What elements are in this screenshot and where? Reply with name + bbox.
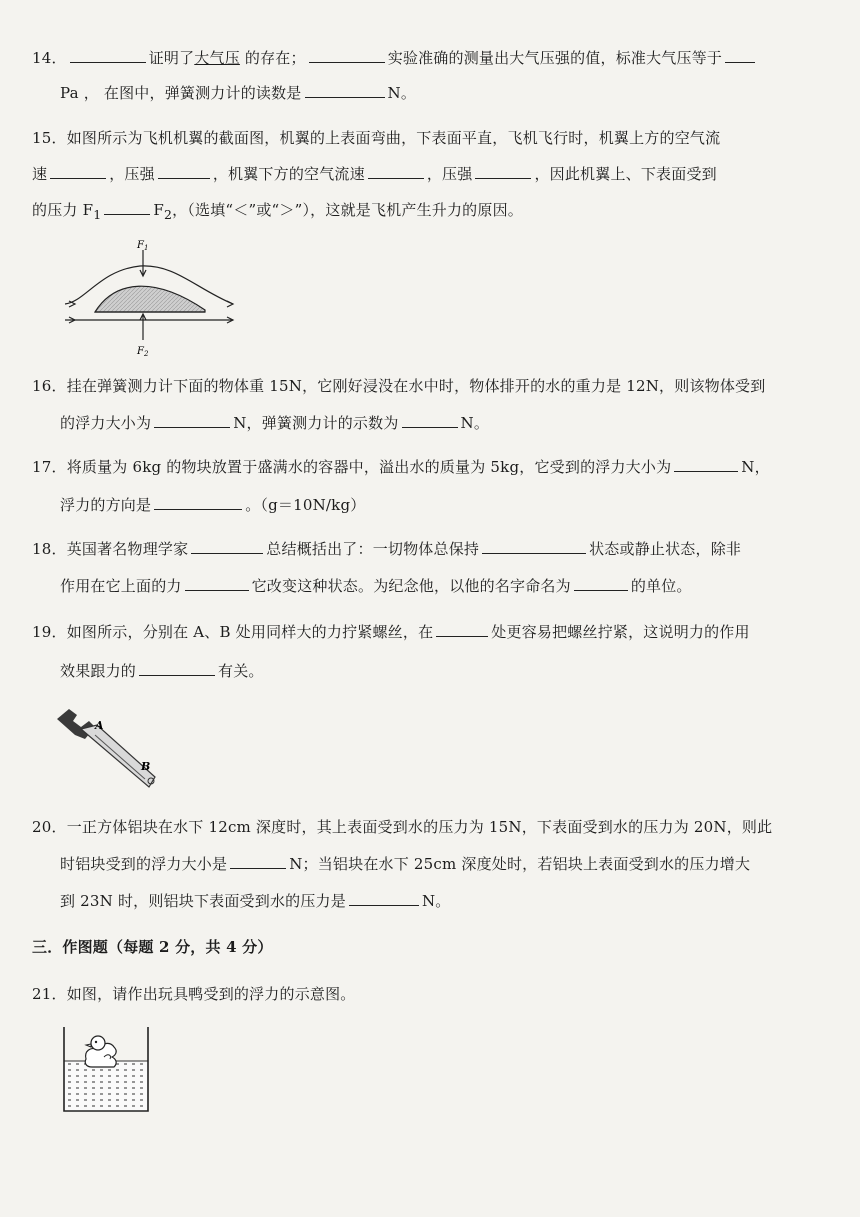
q16-line-1 — [32, 375, 852, 397]
q14-text: Pa ， 在图中，弹簧测力计的读数是 — [60, 84, 302, 102]
q15-subscript: 1 — [93, 207, 102, 222]
q15-text: 如图所示为飞机机翼的截面图，机翼的上表面弯曲，下表面平直，飞机飞行时，机翼上方的空气流 — [66, 129, 721, 147]
q15-line-1 — [32, 127, 852, 149]
q14-blank-4[interactable] — [305, 82, 385, 98]
q20-line-2 — [60, 853, 860, 875]
q14-blank-3[interactable] — [725, 47, 755, 63]
q20-text: N；当铝块在水下 25cm 深度处时，若铝块上表面受到水的压力增大 — [289, 855, 751, 873]
q15-subscript: 2 — [163, 207, 173, 222]
point-a-label: A — [95, 719, 104, 732]
q20-line-1 — [32, 816, 852, 838]
q17-text: N， — [741, 458, 770, 476]
q14-blank-2[interactable] — [309, 47, 385, 63]
q15-text: 的压力 F — [32, 201, 94, 219]
q20-text: 到 23N 时，则铝块下表面受到水的压力是 — [60, 892, 346, 910]
q14-underlined-answer: 大气压 — [194, 49, 240, 67]
q16-blank-2[interactable] — [402, 412, 458, 428]
section-3-heading: 三．作图题（每题 2 分，共 4 分） — [32, 938, 273, 956]
q14-text: N。 — [387, 84, 417, 102]
q15-blank-1[interactable] — [50, 163, 106, 179]
q18-blank-1[interactable] — [191, 538, 263, 554]
q21-number: 21． — [32, 985, 67, 1003]
q20-text: N。 — [421, 892, 451, 910]
q14-line-1 — [32, 47, 852, 69]
q15-text: ，机翼下方的空气流速 — [212, 165, 365, 183]
q16-number: 16． — [32, 377, 67, 395]
q18-blank-4[interactable] — [574, 575, 628, 591]
f2-label: $F_2$ — [137, 346, 149, 358]
q18-text: 作用在它上面的力 — [60, 577, 182, 595]
q14-text: 的存在； — [239, 49, 306, 67]
q17-blank-2[interactable] — [154, 494, 242, 510]
q18-text: 英国著名物理学家 — [66, 540, 189, 558]
q16-text: 挂在弹簧测力计下面的物体重 15N，它刚好浸没在水中时，物体排开的水的重力是 12N，则该物体受到 — [66, 377, 766, 395]
f1-label: $F_1$ — [137, 240, 149, 252]
q15-line-3 — [32, 199, 852, 226]
q18-blank-3[interactable] — [185, 575, 249, 591]
q18-text: 总结概括出了：一切物体总保持 — [266, 540, 480, 558]
q21-text: 如图，请作出玩具鸭受到的浮力的示意图。 — [66, 985, 356, 1003]
q19-line-1 — [32, 621, 852, 643]
q19-text: 处更容易把螺丝拧紧，这说明力的作用 — [491, 623, 750, 641]
q18-number: 18． — [32, 540, 67, 558]
q19-blank-2[interactable] — [139, 660, 215, 676]
q19-text: 如图所示，分别在 A、B 处用同样大的力拧紧螺丝，在 — [66, 623, 434, 641]
q14-blank-1[interactable] — [70, 47, 146, 63]
q15-number: 15． — [32, 129, 67, 147]
q20-blank-2[interactable] — [349, 890, 419, 906]
airfoil-shape — [95, 286, 205, 312]
q18-line-1 — [32, 538, 852, 560]
q19-text: 有关。 — [218, 662, 264, 680]
q19-number: 19． — [32, 623, 67, 641]
q14-text: 证明了 — [148, 49, 195, 67]
q15-line-2 — [32, 163, 852, 185]
q16-text: N，弹簧测力计的示数为 — [233, 414, 399, 432]
q20-text: 一正方体铝块在水下 12cm 深度时，其上表面受到水的压力为 15N，下表面受到水的压力为 20N，则此 — [66, 818, 773, 836]
q15-text: 速 — [32, 165, 48, 183]
q19-text: 效果跟力的 — [60, 662, 137, 680]
q17-text: 。（g＝10N/kg） — [245, 496, 366, 514]
q19-line-2 — [60, 660, 860, 682]
q18-blank-2[interactable] — [482, 538, 586, 554]
q16-blank-1[interactable] — [154, 412, 230, 428]
q17-line-2 — [60, 494, 860, 516]
q18-text: 它改变这种状态。为纪念他，以他的名字命名为 — [251, 577, 571, 595]
wrench-figure — [55, 705, 175, 795]
point-b-label: B — [141, 760, 151, 773]
q17-text: 浮力的方向是 — [60, 496, 152, 514]
q15-text: ，压强 — [426, 165, 473, 183]
q20-blank-1[interactable] — [230, 853, 286, 869]
q16-text: 的浮力大小为 — [60, 414, 152, 432]
q15-text: ，压强 — [109, 165, 155, 183]
q18-line-2 — [60, 575, 860, 597]
q18-text: 的单位。 — [630, 577, 692, 595]
q14-number: 14． — [32, 49, 67, 67]
q15-blank-4[interactable] — [475, 163, 531, 179]
q19-blank-1[interactable] — [436, 621, 488, 637]
q15-blank-3[interactable] — [368, 163, 424, 179]
q15-text: F — [153, 201, 164, 219]
water-region — [64, 1061, 148, 1111]
q17-line-1 — [32, 456, 852, 478]
q17-blank-1[interactable] — [674, 456, 738, 472]
duck-container-figure — [60, 1025, 152, 1115]
q21-line-1 — [32, 983, 852, 1005]
duck-icon — [85, 1036, 116, 1067]
q14-text: 实验准确的测量出大气压强的值，标准大气压等于 — [387, 49, 723, 67]
q20-line-3 — [60, 890, 860, 912]
q20-text: 时铝块受到的浮力大小是 — [60, 855, 228, 873]
q17-text: 将质量为 6kg 的物块放置于盛满水的容器中，溢出水的质量为 5kg，它受到的浮力大小为 — [66, 458, 672, 476]
q15-blank-2[interactable] — [158, 163, 210, 179]
q15-blank-5[interactable] — [104, 199, 150, 215]
q18-text: 状态或静止状态，除非 — [589, 540, 742, 558]
airfoil-figure — [55, 240, 245, 360]
q16-text: N。 — [460, 414, 490, 432]
q15-text: ，（选填“＜”或“＞”），这就是飞机产生升力的原因。 — [172, 201, 523, 219]
q16-line-2 — [60, 412, 860, 434]
q20-number: 20． — [32, 818, 67, 836]
q17-number: 17． — [32, 458, 67, 476]
q14-line-2 — [60, 82, 860, 104]
q15-text: ，因此机翼上、下表面受到 — [534, 165, 717, 183]
